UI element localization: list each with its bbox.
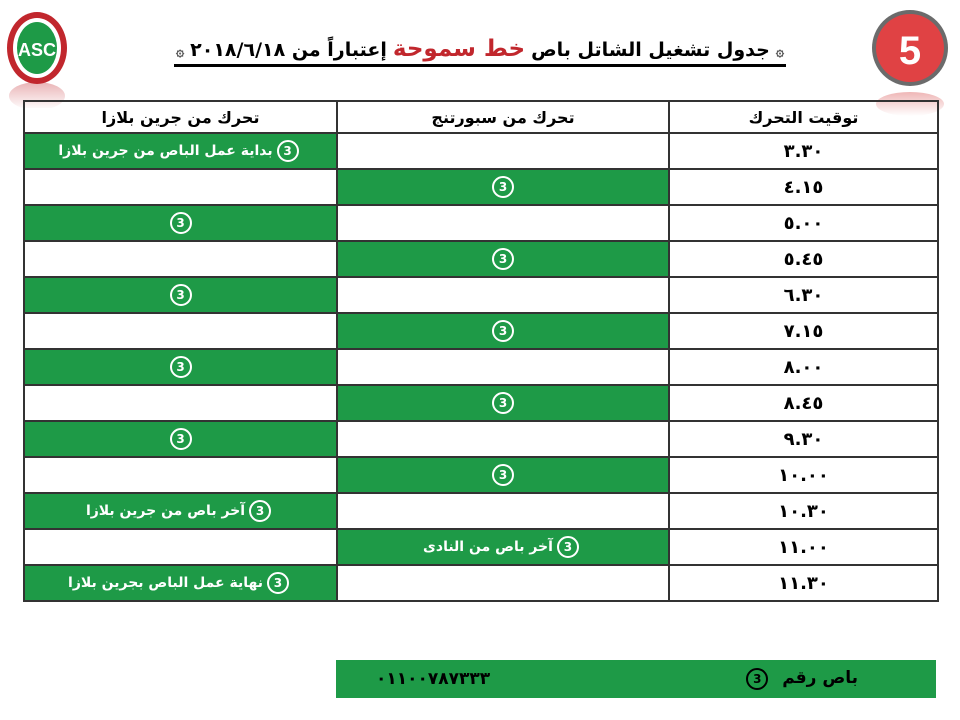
time-cell: ٨.٠٠ xyxy=(669,349,938,385)
header-green-plaza: تحرك من جرين بلازا xyxy=(24,101,337,133)
time-cell: ٥.٤٥ xyxy=(669,241,938,277)
smouha-cell xyxy=(337,241,669,277)
asc-logo xyxy=(4,8,70,108)
header-time: توقيت التحرك xyxy=(669,101,938,133)
green-plaza-cell xyxy=(24,529,337,565)
green-plaza-cell xyxy=(24,385,337,421)
table-row xyxy=(24,457,938,493)
ornament-right-icon: ۞ xyxy=(775,43,785,60)
bus-badge-icon: 3 xyxy=(492,392,514,414)
time-cell: ١٠.٠٠ xyxy=(669,457,938,493)
time-cell: ٥.٠٠ xyxy=(669,205,938,241)
smouha-cell xyxy=(337,457,669,493)
bus-badge-icon: 3 xyxy=(170,356,192,378)
table-row xyxy=(24,529,938,565)
departure-note: بداية عمل الباص من جرين بلازا xyxy=(58,143,273,159)
bus-number-group xyxy=(746,668,858,690)
time-cell: ٦.٣٠ xyxy=(669,277,938,313)
green-plaza-cell xyxy=(24,241,337,277)
asc-logo-text: ASC xyxy=(17,40,57,60)
title-line xyxy=(174,36,786,67)
green-plaza-cell xyxy=(24,565,337,601)
smouha-cell xyxy=(337,385,669,421)
green-plaza-cell xyxy=(24,205,337,241)
bus-badge-icon: 3 xyxy=(170,428,192,450)
table-row xyxy=(24,313,938,349)
green-plaza-cell xyxy=(24,313,337,349)
time-cell: ١١.٣٠ xyxy=(669,565,938,601)
green-plaza-cell xyxy=(24,457,337,493)
bus-badge-icon: 3 xyxy=(492,464,514,486)
schedule-table xyxy=(23,100,939,602)
smouha-cell xyxy=(337,349,669,385)
schedule-body xyxy=(24,133,938,601)
table-row xyxy=(24,421,938,457)
smouha-cell xyxy=(337,529,669,565)
time-cell: ٩.٣٠ xyxy=(669,421,938,457)
table-row xyxy=(24,349,938,385)
table-row xyxy=(24,241,938,277)
page-title xyxy=(160,30,800,72)
bus-badge-icon: 3 xyxy=(492,248,514,270)
table-row xyxy=(24,385,938,421)
bus-info-bar xyxy=(336,660,936,698)
green-plaza-cell xyxy=(24,133,337,169)
time-cell: ٨.٤٥ xyxy=(669,385,938,421)
title-highlight: خط سموحة xyxy=(392,35,526,62)
table-row xyxy=(24,277,938,313)
departure-note: نهاية عمل الباص بجرين بلازا xyxy=(68,575,263,591)
table-header-row xyxy=(24,101,938,133)
green-plaza-cell xyxy=(24,349,337,385)
table-row xyxy=(24,565,938,601)
bus-badge-icon: 3 xyxy=(492,176,514,198)
bus-badge-icon: 3 xyxy=(267,572,289,594)
table-row xyxy=(24,493,938,529)
smouha-cell xyxy=(337,565,669,601)
smouha-cell xyxy=(337,313,669,349)
green-plaza-cell xyxy=(24,421,337,457)
green-plaza-cell xyxy=(24,493,337,529)
departure-note: آخر باص من جرين بلازا xyxy=(85,503,246,519)
smouha-cell xyxy=(337,277,669,313)
time-cell: ٧.١٥ xyxy=(669,313,938,349)
title-prefix: جدول تشغيل الشاتل باص xyxy=(531,38,770,61)
bus-badge-icon: 3 xyxy=(277,140,299,162)
bus-number-badge-icon: 3 xyxy=(746,668,768,690)
bus-badge-icon: 3 xyxy=(170,212,192,234)
title-suffix: إعتباراً من ٢٠١٨/٦/١٨ xyxy=(190,38,387,61)
table-row xyxy=(24,169,938,205)
time-cell: ١٠.٣٠ xyxy=(669,493,938,529)
bus-badge-icon: 3 xyxy=(170,284,192,306)
smouha-cell xyxy=(337,205,669,241)
time-cell: ٣.٣٠ xyxy=(669,133,938,169)
time-cell: ١١.٠٠ xyxy=(669,529,938,565)
time-cell: ٤.١٥ xyxy=(669,169,938,205)
phone-number: ٠١١٠٠٧٨٧٣٣٣ xyxy=(376,669,491,689)
smouha-cell xyxy=(337,133,669,169)
green-plaza-cell xyxy=(24,169,337,205)
ornament-left-icon: ۞ xyxy=(175,43,185,60)
smouha-cell xyxy=(337,421,669,457)
smouha-cell xyxy=(337,169,669,205)
brand-logo-text: 5 xyxy=(898,29,922,73)
bus-badge-icon: 3 xyxy=(557,536,579,558)
smouha-cell xyxy=(337,493,669,529)
departure-note: آخر باص من النادى xyxy=(423,539,553,555)
green-plaza-cell xyxy=(24,277,337,313)
header-smouha: تحرك من سبورتنج xyxy=(337,101,669,133)
table-row xyxy=(24,133,938,169)
table-row xyxy=(24,205,938,241)
bus-badge-icon: 3 xyxy=(249,500,271,522)
bus-badge-icon: 3 xyxy=(492,320,514,342)
bus-label: باص رقم xyxy=(782,668,858,688)
